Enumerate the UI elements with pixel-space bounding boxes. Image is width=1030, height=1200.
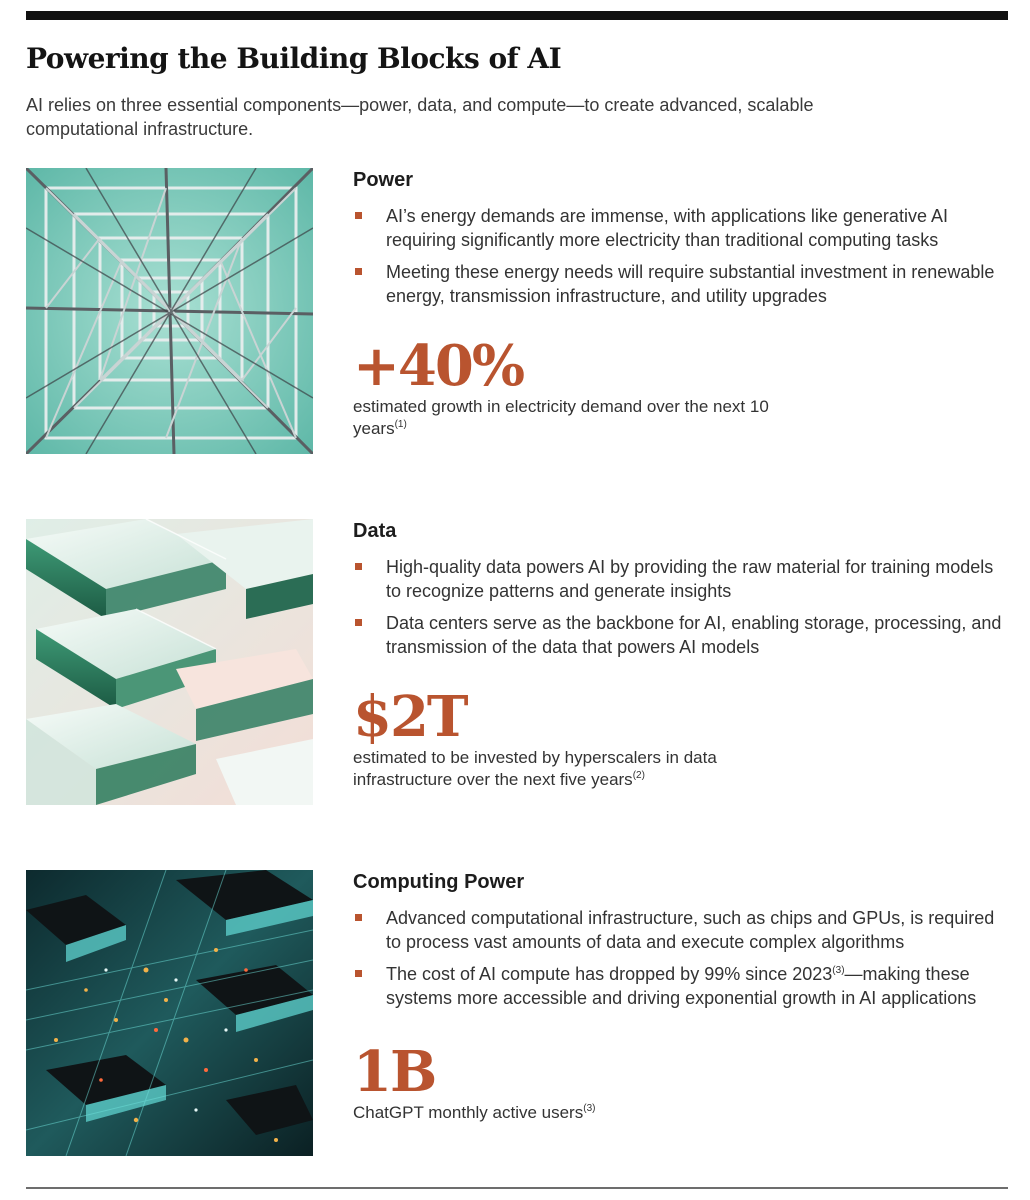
bottom-rule [26,1187,1008,1189]
section-heading-computing: Computing Power [353,871,525,893]
computing-content [353,870,1013,1124]
bullet-text: Advanced computational infrastructure, such as chips and GPUs, is required to process vast amounts of data and execute complex algorithms [386,908,995,952]
footnote-ref: (3) [583,1103,596,1114]
bullet-text-before: The cost of AI compute has dropped by 99% since 2023 [386,964,833,984]
bullet-square-icon [355,619,362,626]
bullet-item [353,204,1013,252]
bullet-square-icon [355,563,362,570]
section-computing-power [0,870,1030,1160]
stat-label-text: ChatGPT monthly active users [353,1103,584,1122]
stat-value-power: +40% [353,333,524,399]
bullet-square-icon [355,268,362,275]
bullet-list-data [353,555,1013,659]
bullet-square-icon [355,914,362,921]
stat-label-power [353,396,773,440]
stat-value-computing: 1B [353,1039,436,1105]
section-heading-data: Data [353,520,397,542]
bullet-square-icon [355,212,362,219]
bullet-text: Data centers serve as the backbone for AI, enabling storage, processing, and transmission of the data that powers AI models [386,613,1002,657]
section-power [0,168,1030,458]
bullet-text: Meeting these energy needs will require substantial investment in renewable energy, transmission infrastructure, and utility upgrades [386,262,995,306]
bullet-square-icon [355,970,362,977]
page-title: Powering the Building Blocks of AI [26,42,562,75]
bullet-list-computing [353,906,1013,1010]
bullet-item [353,962,1013,1010]
intro-text: AI relies on three essential components—power, data, and compute—to create advanced, scalable computational infrastructure. [26,95,814,139]
power-content [353,168,1013,440]
stat-label-data [353,747,773,791]
footnote-ref: (1) [394,419,407,430]
bullet-item [353,611,1013,659]
bullet-text: AI’s energy demands are immense, with applications like generative AI requiring significantly more electricity than traditional computing tasks [386,206,948,250]
bullet-text-after: —making these systems more accessible and driving exponential growth in AI applications [386,964,977,1008]
bullet-item [353,555,1013,603]
footnote-ref: (2) [632,770,645,781]
bullet-text: High-quality data powers AI by providing the raw material for training models to recognize patterns and generate insights [386,557,994,601]
data-content [353,519,1013,791]
top-rule [26,11,1008,20]
section-data [0,519,1030,809]
stat-value-data: $2T [353,684,467,750]
footnote-ref: (3) [832,965,845,976]
section-heading-power: Power [353,169,414,191]
bullet-item [353,260,1013,308]
stat-label-text: estimated growth in electricity demand over the next 10 years [353,397,769,438]
stat-label-text: estimated to be invested by hyperscalers in data infrastructure over the next five years [353,748,717,789]
bullet-item [353,906,1013,954]
transmission-tower-image [26,168,313,454]
stat-label-computing [353,1102,953,1124]
bullet-list-power [353,204,1013,308]
circuit-board-image [26,870,313,1156]
glass-blocks-image [26,519,313,805]
